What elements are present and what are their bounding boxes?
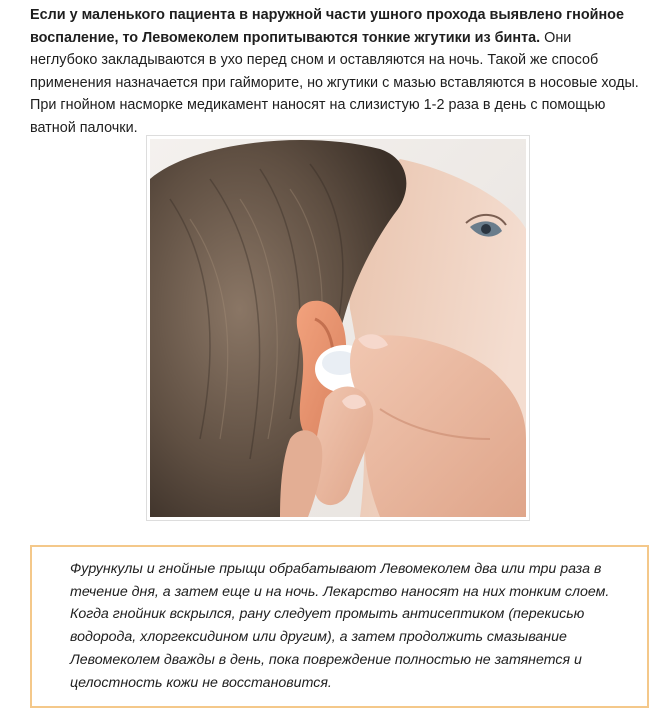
- child-ear-photo: [146, 135, 530, 521]
- note-box: [30, 545, 649, 708]
- intro-body-text: Они неглубоко закладываются в ухо перед сном и оставляются на ночь. Такой же способ применения назначается при гайморите, но жгутики с мазью вставляются в носовые ходы. При гнойном насморке медикамент наносят на слизистую 1-2 раза в день с помощью ватной палочки.: [30, 29, 639, 136]
- note-text: Фурункулы и гнойные прыщи обрабатывают Левомеколем два или три раза в течение дня, а затем еще и на ночь. Лекарство наносят на них тонким слоем. Когда гнойник вскрылся, рану следует промыть антисептиком (перекисью водорода, хлоргексидином или другим), а затем продолжить смазывание Левомеколем дважды в день, пока повреждение полностью не затянется и целостность кожи не восстановится.: [70, 561, 610, 691]
- intro-bold-text: Если у маленького пациента в наружной части ушного прохода выявлено гнойное воспаление, то Левомеколем пропитываются тонкие жгутики из бинта.: [30, 7, 624, 46]
- photo-illustration: [150, 139, 526, 517]
- intro-paragraph: [30, 4, 642, 140]
